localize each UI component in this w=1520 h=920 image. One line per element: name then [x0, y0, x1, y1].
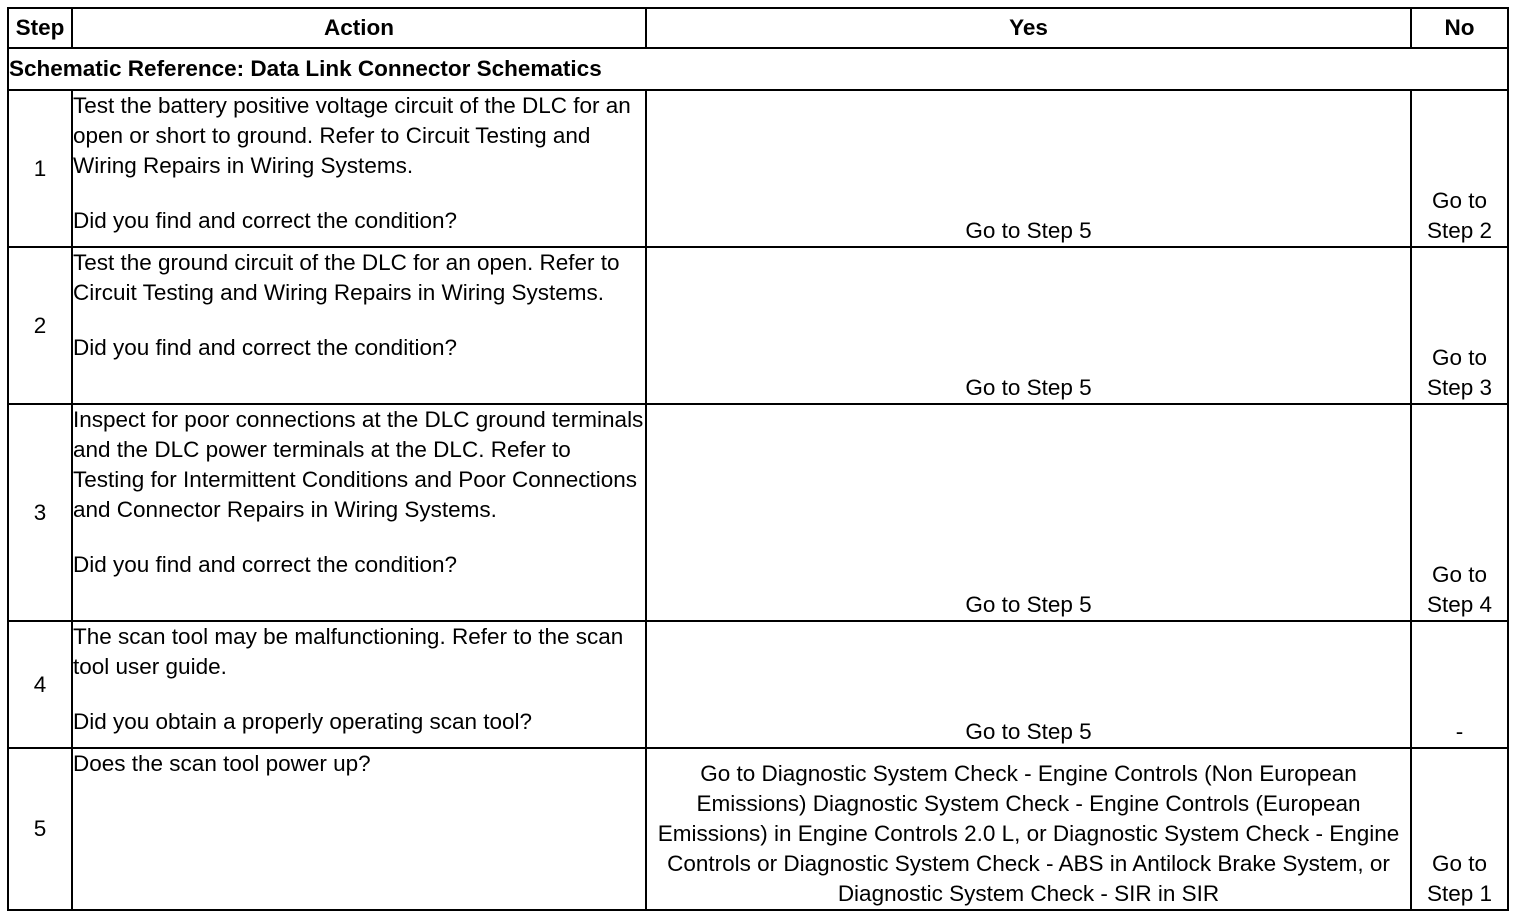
action-question: Did you find and correct the condition?	[73, 208, 457, 233]
table-row	[8, 90, 1508, 247]
step-number: 3	[8, 404, 72, 621]
action-cell	[72, 748, 646, 910]
action-question: Does the scan tool power up?	[73, 751, 371, 776]
no-cell: Go to Step 4	[1411, 404, 1508, 621]
action-question: Did you find and correct the condition?	[73, 552, 457, 577]
step-number: 4	[8, 621, 72, 748]
action-text: The scan tool may be malfunctioning. Refer to the scan tool user guide.	[73, 624, 624, 679]
header-row	[8, 8, 1508, 48]
schematic-reference: Schematic Reference: Data Link Connector Schematics	[8, 48, 1508, 90]
action-cell	[72, 247, 646, 404]
action-text: Test the battery positive voltage circuit of the DLC for an open or short to ground. Refer to Circuit Testing and Wiring Repairs in Wiring Systems.	[73, 93, 631, 178]
diagnostic-table	[7, 7, 1509, 911]
action-text: Test the ground circuit of the DLC for an open. Refer to Circuit Testing and Wiring Repairs in Wiring Systems.	[73, 250, 620, 305]
table-row	[8, 621, 1508, 748]
action-question: Did you find and correct the condition?	[73, 335, 457, 360]
action-text: Inspect for poor connections at the DLC ground terminals and the DLC power terminals at the DLC. Refer to Testing for Intermittent Conditions and Poor Connections and Connector Repairs in Wiring Systems.	[73, 407, 644, 522]
step-number: 2	[8, 247, 72, 404]
action-cell	[72, 90, 646, 247]
header-no: No	[1411, 8, 1508, 48]
no-cell: Go to Step 2	[1411, 90, 1508, 247]
table-row	[8, 748, 1508, 910]
step-number: 1	[8, 90, 72, 247]
action-cell	[72, 404, 646, 621]
no-cell: Go to Step 3	[1411, 247, 1508, 404]
action-cell	[72, 621, 646, 748]
table-row	[8, 404, 1508, 621]
no-cell: -	[1411, 621, 1508, 748]
header-step: Step	[8, 8, 72, 48]
table-row	[8, 247, 1508, 404]
header-yes: Yes	[646, 8, 1411, 48]
yes-cell: Go to Step 5	[646, 404, 1411, 621]
no-cell: Go to Step 1	[1411, 748, 1508, 910]
yes-cell: Go to Step 5	[646, 621, 1411, 748]
yes-cell: Go to Diagnostic System Check - Engine Controls (Non European Emissions) Diagnostic System Check - Engine Controls (European Emissions) in Engine Controls 2.0 L, or Diagnostic System Check - Engine Controls or Diagnostic System Check - ABS in Antilock Brake System, or Diagnostic System Check - SIR in SIR	[646, 748, 1411, 910]
step-number: 5	[8, 748, 72, 910]
yes-cell: Go to Step 5	[646, 90, 1411, 247]
schematic-reference-row	[8, 48, 1508, 90]
yes-cell: Go to Step 5	[646, 247, 1411, 404]
header-action: Action	[72, 8, 646, 48]
action-question: Did you obtain a properly operating scan tool?	[73, 709, 533, 734]
